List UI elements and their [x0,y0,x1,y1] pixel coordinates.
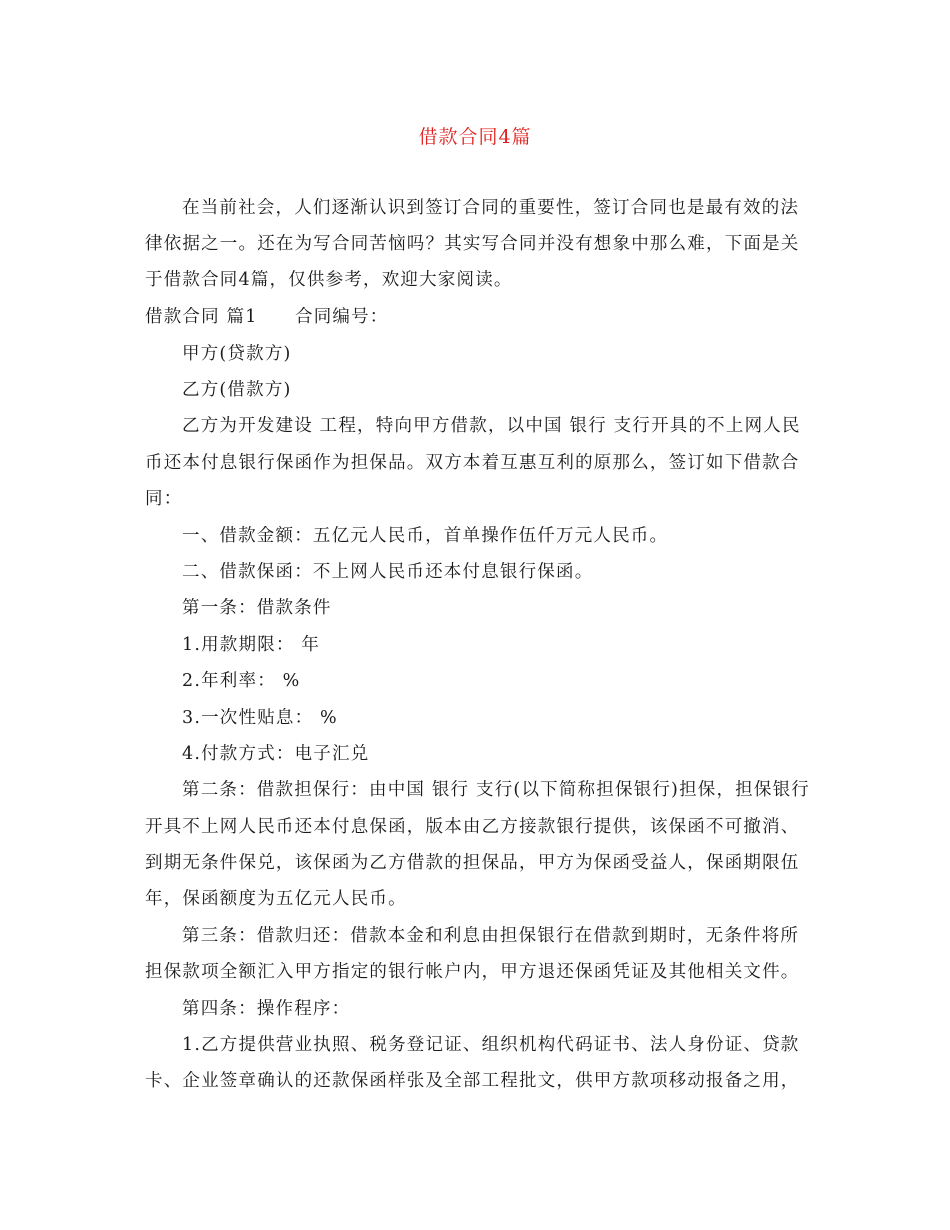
paragraph-line: 到期无条件保兑，该保函为乙方借款的担保品，甲方为保函受益人，保函期限伍 [145,853,800,873]
paragraph-line: 第二条：借款担保行：由中国 银行 支行(以下简称担保银行)担保，担保银行 [182,780,810,800]
paragraph-line: 在当前社会，人们逐渐认识到签订合同的重要性，签订合同也是最有效的法 [182,198,800,218]
section-heading: 借款合同 篇1 合同编号： [145,307,389,327]
paragraph-line: 二、借款保函：不上网人民币还本付息银行保函。 [182,562,594,582]
paragraph-line: 年，保函额度为五亿元人民币。 [145,889,407,909]
paragraph-line: 1.用款期限： 年 [182,635,321,655]
paragraph-line: 3.一次性贴息： % [182,708,338,728]
paragraph-line: 币还本付息银行保函作为担保品。双方本着互惠互利的原那么，签订如下借款合 [145,453,800,473]
document-title: 借款合同4篇 [418,126,532,148]
paragraph-line: 甲方(贷款方) [182,344,292,364]
paragraph-line: 乙方(借款方) [182,380,292,400]
paragraph-line: 同： [145,489,183,509]
paragraph-line: 卡、企业签章确认的还款保函样张及全部工程批文，供甲方款项移动报备之用， [145,1071,800,1091]
paragraph-line: 第一条：借款条件 [182,598,332,618]
paragraph-line: 于借款合同4篇，仅供参考，欢迎大家阅读。 [145,270,513,290]
paragraph-line: 一、借款金额：五亿元人民币，首单操作伍仟万元人民币。 [182,526,669,546]
paragraph-line: 第四条：操作程序： [182,999,351,1019]
paragraph-line: 开具不上网人民币还本付息保函，版本由乙方接款银行提供，该保函不可撤消、 [145,817,800,837]
paragraph-line: 乙方为开发建设 工程，特向甲方借款，以中国 银行 支行开具的不上网人民 [182,416,801,436]
paragraph-line: 担保款项全额汇入甲方指定的银行帐户内，甲方退还保函凭证及其他相关文件。 [145,962,800,982]
paragraph-line: 4.付款方式：电子汇兑 [182,744,370,764]
paragraph-line: 2.年利率： % [182,671,301,691]
paragraph-line: 1.乙方提供营业执照、税务登记证、组织机构代码证书、法人身份证、贷款 [182,1035,800,1055]
paragraph-line: 第三条：借款归还：借款本金和利息由担保银行在借款到期时，无条件将所 [182,926,800,946]
paragraph-line: 律依据之一。还在为写合同苦恼吗？其实写合同并没有想象中那么难，下面是关 [145,234,800,254]
